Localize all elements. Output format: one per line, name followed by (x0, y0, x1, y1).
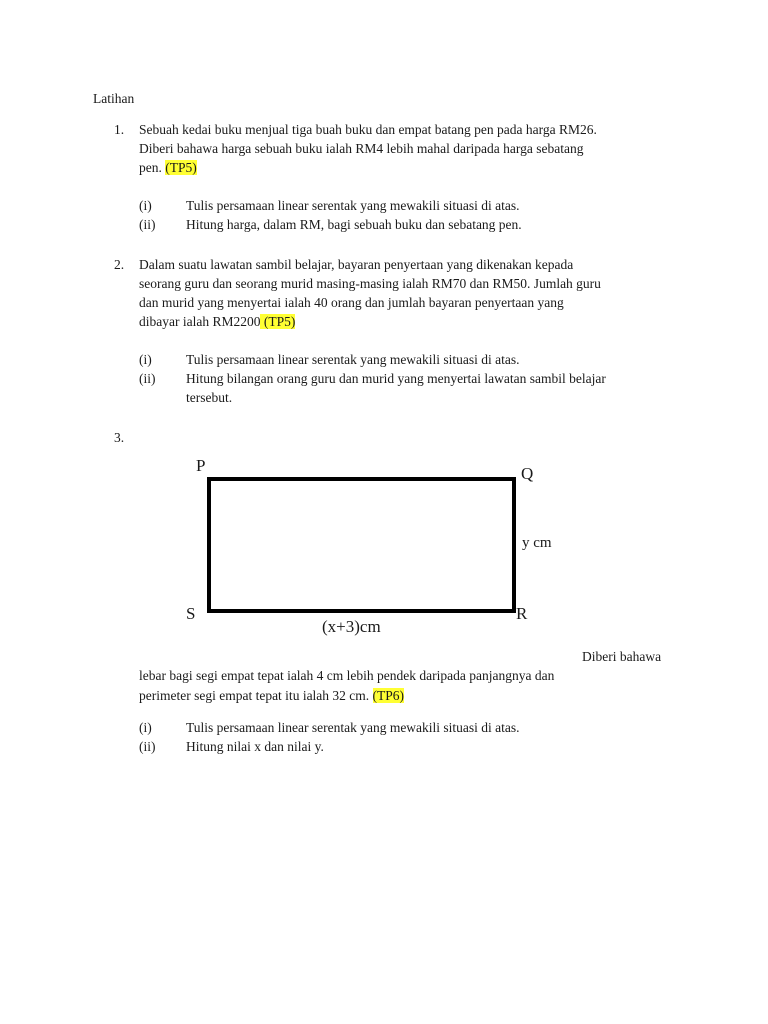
vertex-label-q: Q (521, 464, 534, 483)
q3-sub-ii-label: (ii) (139, 739, 156, 754)
q2-line-2: seorang guru dan seorang murid masing-masing ialah RM70 dan RM50. Jumlah guru (139, 276, 601, 291)
q1-sub-ii-text: Hitung harga, dalam RM, bagi sebuah buku dan sebatang pen. (186, 217, 522, 232)
q1-sub-i-label: (i) (139, 198, 152, 213)
q1-number: 1. (114, 122, 125, 137)
q1-line-3-text: pen. (139, 160, 162, 175)
q1-line-1: Sebuah kedai buku menjual tiga buah buku dan empat batang pen pada harga RM26. (139, 122, 597, 137)
q1-line-2: Diberi bahawa harga sebuah buku ialah RM4 lebih mahal daripada harga sebatang (139, 141, 584, 156)
q2-sub-ii-text-1: Hitung bilangan orang guru dan murid yang menyertai lawatan sambil belajar (186, 371, 606, 386)
bottom-label-x: (x+3)cm (322, 617, 381, 636)
q3-line-2 (139, 686, 404, 705)
q2-sub-ii-text-2: tersebut. (186, 390, 233, 405)
q3-sub-ii-text: Hitung nilai x dan nilai y. (186, 739, 324, 754)
vertex-label-p: P (196, 456, 206, 475)
q2-line-3: dan murid yang menyertai ialah 40 orang dan jumlah bayaran penyertaan yang (139, 295, 564, 310)
q3-tp-tag: (TP6) (372, 688, 405, 703)
vertex-label-r: R (516, 604, 528, 623)
q2-line-4-text: dibayar ialah RM2200 (139, 314, 261, 329)
q2-sub-ii-label: (ii) (139, 371, 156, 386)
page-title: Latihan (93, 91, 135, 106)
q3-number: 3. (114, 430, 125, 445)
rectangle-pqrs (207, 477, 516, 613)
q2-sub-i-text: Tulis persamaan linear serentak yang mewakili situasi di atas. (186, 352, 520, 367)
q1-line-3 (139, 158, 197, 177)
q3-given-right: Diberi bahawa (582, 649, 662, 664)
q3-sub-i-text: Tulis persamaan linear serentak yang mewakili situasi di atas. (186, 720, 520, 735)
q2-line-1: Dalam suatu lawatan sambil belajar, bayaran penyertaan yang dikenakan kepada (139, 257, 574, 272)
q3-line-1: lebar bagi segi empat tepat ialah 4 cm lebih pendek daripada panjangnya dan (139, 668, 555, 683)
q3-sub-i-label: (i) (139, 720, 152, 735)
side-label-y: y cm (522, 535, 552, 551)
vertex-label-s: S (186, 604, 196, 623)
q1-sub-i-text: Tulis persamaan linear serentak yang mewakili situasi di atas. (186, 198, 520, 213)
q3-line-2-text: perimeter segi empat tepat itu ialah 32 cm. (139, 688, 370, 703)
q1-sub-ii-label: (ii) (139, 217, 156, 232)
q2-sub-i-label: (i) (139, 352, 152, 367)
q1-tp-tag: (TP5) (165, 160, 197, 175)
q2-number: 2. (114, 257, 125, 272)
q2-tp-tag: (TP5) (260, 314, 295, 329)
q2-line-4 (139, 312, 295, 331)
